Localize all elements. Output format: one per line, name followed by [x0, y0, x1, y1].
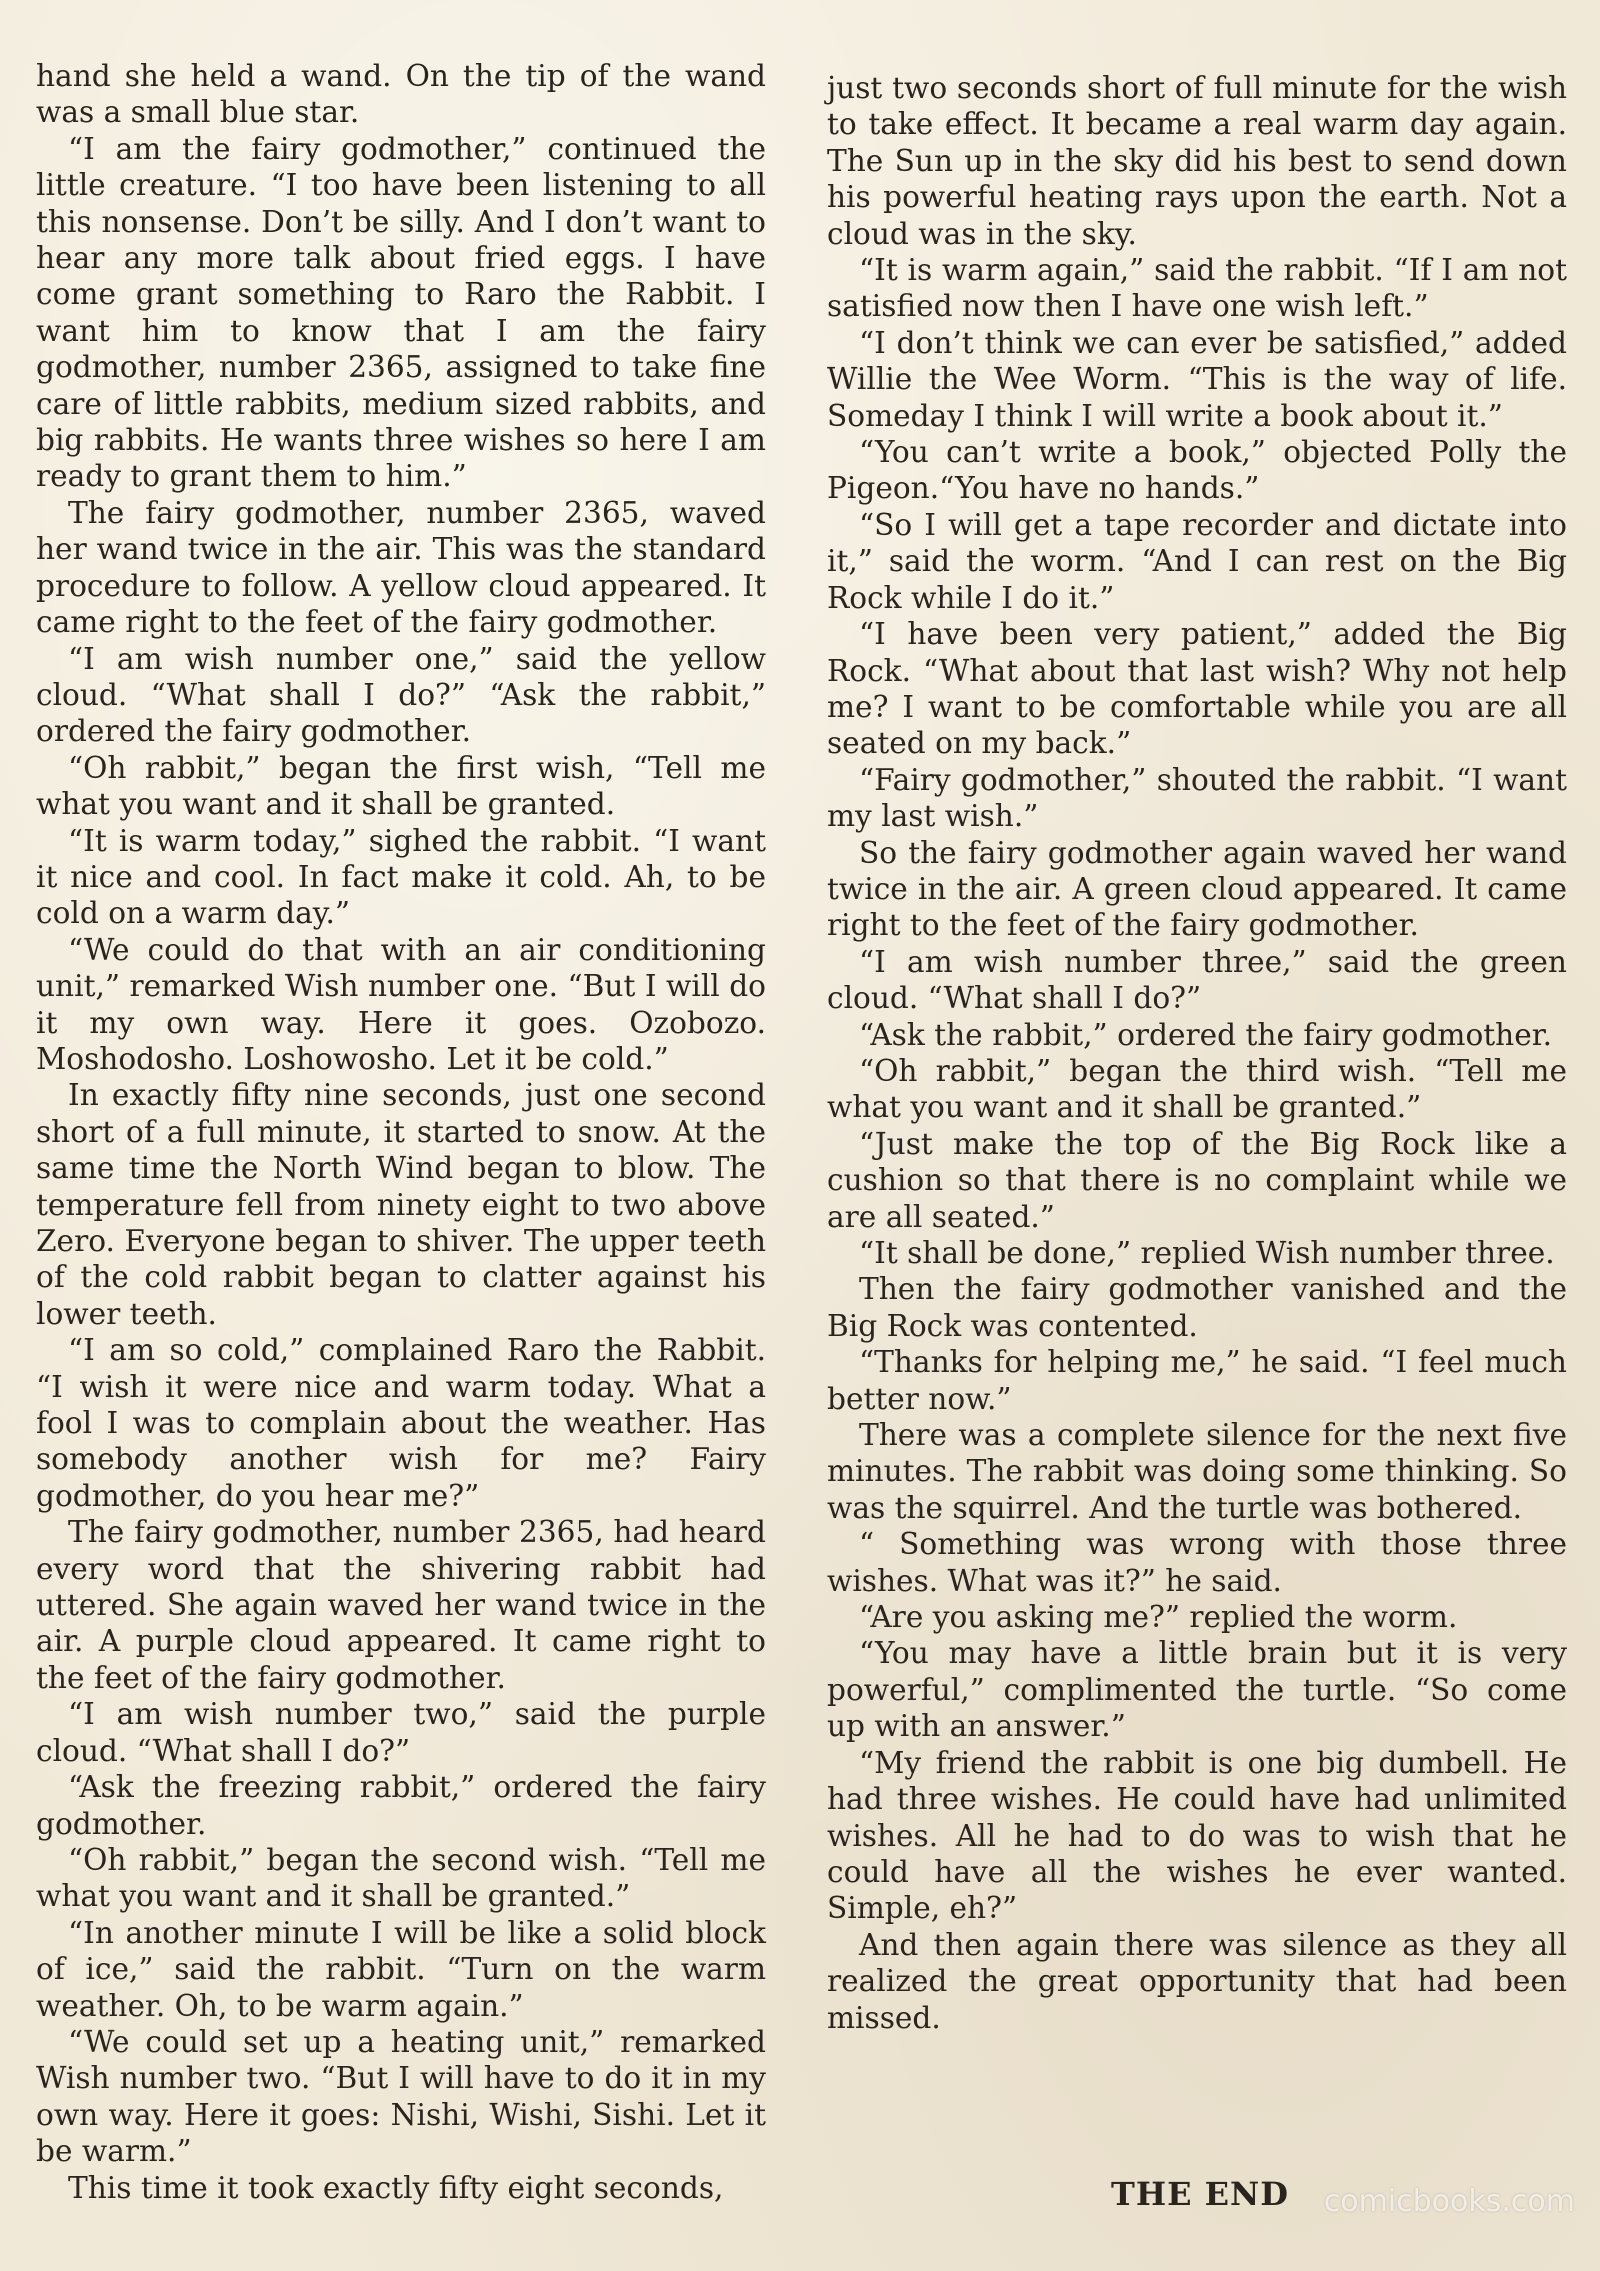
paragraph: “Just make the top of the Big Rock like a cushion so that there is no complaint while we are all seated.” [827, 1126, 1567, 1234]
paragraph: “Oh rabbit,” began the third wish. “Tell me what you want and it shall be granted.” [827, 1053, 1567, 1125]
paragraph: hand she held a wand. On the tip of the wand was a small blue star. [36, 59, 766, 130]
paragraph: “Ask the freezing rabbit,” ordered the fairy godmother. [36, 1770, 766, 1841]
paragraph: “I am the fairy godmother,” continued the little creature. “I too have been listening to all this nonsense. Don’t be silly. And I don’t want to hear any more talk about fried eggs. I have come grant something to Raro the Rabbit. I want him to know that I am the fairy godmother, number 2365, assigned to take fine care of little rabbits, medium sized rabbits, and big rabbits. He wants three wishes so here I am ready to grant them to him.” [36, 131, 766, 494]
paragraph: “Ask the rabbit,” ordered the fairy godmother. [859, 1017, 1553, 1052]
paragraph: So the fairy godmother again waved her wand twice in the air. A green cloud appeared. It came right to the feet of the fairy godmother. [827, 835, 1567, 943]
paragraph: “I am wish number two,” said the purple cloud. “What shall I do?” [36, 1697, 766, 1768]
paragraph: Then the fairy godmother vanished and the Big Rock was contented. [827, 1272, 1567, 1343]
the-end-label: THE END [1111, 2175, 1289, 2213]
paragraph: “We could set up a heating unit,” remarked Wish number two. “But I will have to do it in my own way. Here it goes: Nishi, Wishi, Sishi. Let it be warm.” [36, 2024, 766, 2169]
paragraph: “Oh rabbit,” began the first wish, “Tell me what you want and it shall be granted. [36, 750, 766, 822]
paragraph: “We could do that with an air conditioning unit,” remarked Wish number one. “But I will do it my own way. Here it goes. Ozobozo. Moshodosho. Loshowosho. Let it be cold.” [36, 932, 766, 1076]
paragraph: “I don’t think we can ever be satisfied,” added Willie the Wee Worm. “This is the way of life. Someday I think I will write a book about it.” [827, 325, 1567, 433]
paragraph: There was a complete silence for the next five minutes. The rabbit was doing some thinking. So was the squirrel. And the turtle was bothered. [827, 1418, 1567, 1525]
paragraph: “You can’t write a book,” objected Polly the Pigeon.“You have no hands.” [827, 435, 1567, 506]
paragraph: just two seconds short of full minute for the wish to take effect. It became a real warm day again. The Sun up in the sky did his best to send down his powerful heating rays upon the earth. Not a cloud was in the sky. [827, 71, 1567, 251]
paragraph: The fairy godmother, number 2365, had heard every word that the shivering rabbit had uttered. She again waved her wand twice in the air. A purple cloud appeared. It came right to the feet of the fairy godmother. [36, 1515, 766, 1695]
paragraph: “Oh rabbit,” began the second wish. “Tell me what you want and it shall be granted.” [36, 1842, 766, 1914]
paragraph: “Are you asking me?” replied the worm. [859, 1600, 1458, 1635]
paragraph: “I am so cold,” complained Raro the Rabbit. “I wish it were nice and warm today. What a fool I was to complain about the weather. Has somebody another wish for me? Fairy godmother, do you hear me?” [36, 1333, 766, 1513]
paragraph: “Fairy godmother,” shouted the rabbit. “I want my last wish.” [827, 762, 1567, 834]
paragraph: The fairy godmother, number 2365, waved her wand twice in the air. This was the standard procedure to follow. A yellow cloud appeared. It came right to the feet of the fairy godmother. [36, 495, 766, 640]
paragraph: “I have been very patient,” added the Big Rock. “What about that last wish? Why not help me? I want to be comfortable while you are all seated on my back.” [827, 617, 1567, 761]
paragraph: “So I will get a tape recorder and dictate into it,” said the worm. “And I can rest on the Big Rock while I do it.” [827, 507, 1567, 615]
paragraph: “I am wish number three,” said the green cloud. “What shall I do?” [827, 944, 1567, 1016]
paragraph: “Thanks for helping me,” he said. “I feel much better now.” [827, 1345, 1567, 1416]
right-column [827, 70, 1567, 2036]
paragraph: And then again there was silence as they all realized the great opportunity that had been missed. [827, 1927, 1567, 2035]
paragraph: “It shall be done,” replied Wish number three. [859, 1236, 1555, 1270]
left-column [36, 58, 766, 2206]
paragraph: “ Something was wrong with those three wishes. What was it?” he said. [827, 1527, 1567, 1598]
paragraph: In exactly fifty nine seconds, just one second short of a full minute, it started to snow. At the same time the North Wind began to blow. The temperature fell from ninety eight to two above Zero. Everyone began to shiver. The upper teeth of the cold rabbit began to clatter against his lower teeth. [36, 1078, 766, 1331]
paragraph: “You may have a little brain but it is very powerful,” complimented the turtle. “So come up with an answer.” [827, 1636, 1567, 1744]
paragraph: This time it took exactly fifty eight seconds, [68, 2170, 724, 2205]
paragraph: “In another minute I will be like a solid block of ice,” said the rabbit. “Turn on the warm weather. Oh, to be warm again.” [36, 1915, 766, 2023]
paragraph: “I am wish number one,” said the yellow cloud. “What shall I do?” “Ask the rabbit,” ordered the fairy godmother. [36, 641, 766, 749]
paragraph: “My friend the rabbit is one big dumbell. He had three wishes. He could have had unlimited wishes. All he had to do was to wish that he could have all the wishes he ever wanted. Simple, eh?” [827, 1745, 1567, 1926]
paragraph: “It is warm today,” sighed the rabbit. “I want it nice and cool. In fact make it cold. Ah, to be cold on a warm day.” [36, 823, 766, 931]
paragraph: “It is warm again,” said the rabbit. “If I am not satisfied now then I have one wish left.” [827, 253, 1567, 324]
watermark-text: comicbooks.com [1323, 2184, 1575, 2219]
